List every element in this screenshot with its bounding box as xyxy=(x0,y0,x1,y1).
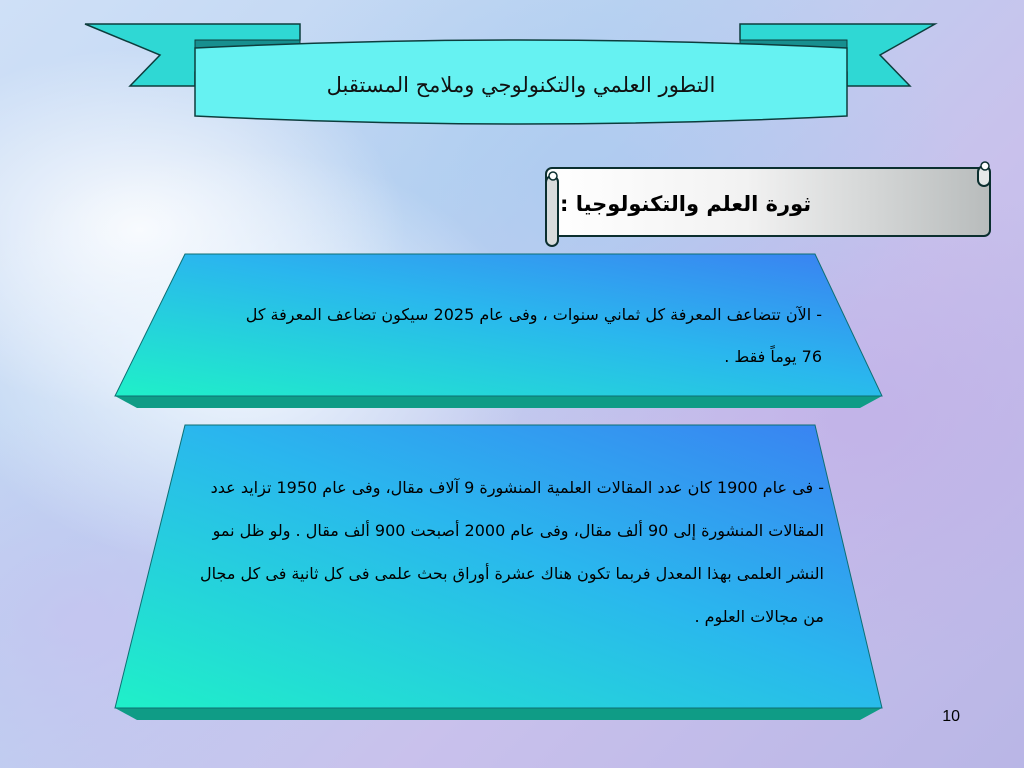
page-number: 10 xyxy=(942,708,960,725)
slide-title: التطور العلمي والتكنولوجي وملامح المستقبل xyxy=(326,73,716,97)
panel-1-text: - الآن تتضاعف المعرفة كل ثماني سنوات ، وفى عام 2025 سيكون تضاعف المعرفة كل 76 يوماً فقط . xyxy=(245,305,822,366)
panel-2-text: - فى عام 1900 كان عدد المقالات العلمية المنشورة 9 آلاف مقال، وفى عام 1950 تزايد عدد المقالات المنشورة إلى 90 ألف مقال، وفى عام 2000 أصبحت 900 ألف مقال . ولو ظل نمو النشر العلمى بهذا المعدل فربما تكون هناك عشرة أوراق بحث علمى فى كل ثانية فى كل مجال من مجالات العلوم . xyxy=(200,478,824,626)
section-heading: ثورة العلم والتكنولوجيا : xyxy=(560,192,812,216)
